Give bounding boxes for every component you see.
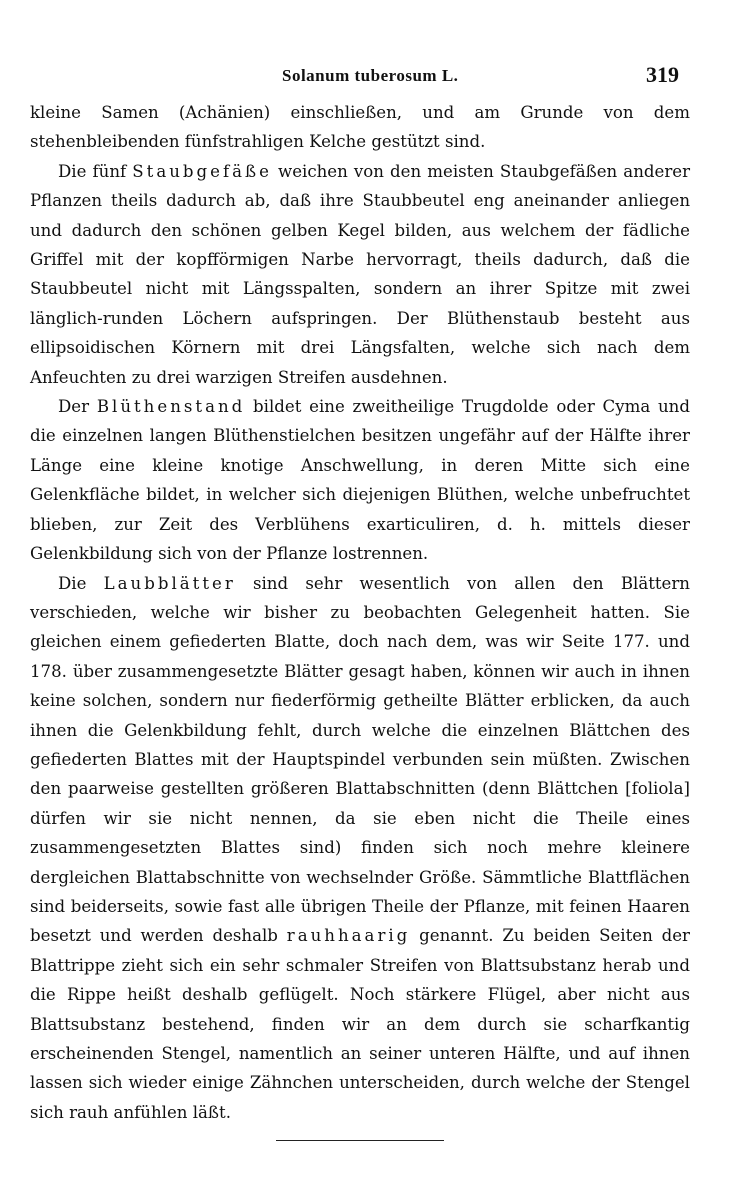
paragraph-staubgefaesse <box>30 157 690 392</box>
paragraph-bluethenstand <box>30 392 690 568</box>
section-divider-rule <box>276 1140 444 1141</box>
paragraph-laubblaetter <box>30 569 690 1128</box>
paragraph-text: sind sehr wesentlich von allen den Blättern verschieden, welche wir bisher zu beobachten Gelegenheit hatten. Sie gleichen einem gefiederten Blatte, doch nach dem, was wir Seite 177. und 178. über zusammengesetzte Blätter gesagt haben, können wir auch in ihnen keine solchen, sondern nur fiederförmig getheilte Blätter erblicken, da auch ihnen die Gelenkbildung fehlt, durch welche die einzelnen Blättchen des gefiederten Blattes mit der Hauptspindel verbunden sein müßten. Zwischen den paarweise gestellten größeren Blattabschnitten (denn Blättchen [foliola] dürfen wir sie nicht nennen, da sie eben nicht die Theile eines zusammengesetzten Blattes sind) finden sich noch mehre kleinere dergleichen Blattabschnitte von wechselnder Größe. Sämmtliche Blattflächen sind beiderseits, sowie fast alle übrigen Theile der Pflanze, mit feinen Haaren besetzt und werden deshalb <box>30 573 690 946</box>
paragraph-continuation <box>30 98 690 157</box>
spaced-term: rauhhaarig <box>286 926 411 946</box>
spaced-term: Staubgefäße <box>132 161 272 181</box>
spaced-term: Blüthenstand <box>96 397 246 417</box>
body-text <box>30 98 690 1127</box>
paragraph-text: kleine Samen (Achänien) einschließen, und am Grunde von dem stehenbleibenden fünfstrahligen Kelche gestützt sind. <box>30 103 690 152</box>
paragraph-text: weichen von den meisten Staubgefäßen anderer Pflanzen theils dadurch ab, daß ihre Staubbeutel eng aneinander anliegen und dadurch den schönen gelben Kegel bilden, aus welchem der fädliche Griffel mit der kopfförmigen Narbe hervorragt, theils dadurch, daß die Staubbeutel nicht mit Längsspalten, sondern an ihrer Spitze mit zwei länglich-runden Löchern aufspringen. Der Blüthenstaub besteht aus ellipsoidischen Körnern mit drei Längsfalten, welche sich nach dem Anfeuchten zu drei warzigen Streifen ausdehnen. <box>30 161 691 387</box>
page-number: 319 <box>646 62 679 87</box>
paragraph-lead: Die fünf <box>58 161 133 181</box>
running-head: Solanum tuberosum L. <box>282 66 459 85</box>
page-header <box>0 62 732 90</box>
paragraph-text: bildet eine zweitheilige Trugdolde oder Cyma und die einzelnen langen Blüthenstielchen besitzen ungefähr auf der Hälfte ihrer Länge eine kleine knotige Anschwellung, in deren Mitte sich eine Gelenkfläche bildet, in welcher sich diejenigen Blüthen, welche unbefruchtet blieben, zur Zeit des Verblühens exarticuliren, d. h. mittels dieser Gelenkbildung sich von der Pflanze lostrennen. <box>30 397 690 564</box>
paragraph-lead: Der <box>58 397 97 417</box>
paragraph-lead: Die <box>58 573 104 593</box>
spaced-term: Laubblätter <box>103 573 236 593</box>
paragraph-text: genannt. Zu beiden Seiten der Blattrippe zieht sich ein sehr schmaler Streifen von Blattsubstanz herab und die Rippe heißt deshalb geflügelt. Noch stärkere Flügel, aber nicht aus Blattsubstanz bestehend, finden wir an dem durch sie scharfkantig erscheinenden Stengel, namentlich an seiner unteren Hälfte, und auf ihnen lassen sich wieder einige Zähnchen unterscheiden, durch welche der Stengel sich rauh anfühlen läßt. <box>30 926 690 1122</box>
